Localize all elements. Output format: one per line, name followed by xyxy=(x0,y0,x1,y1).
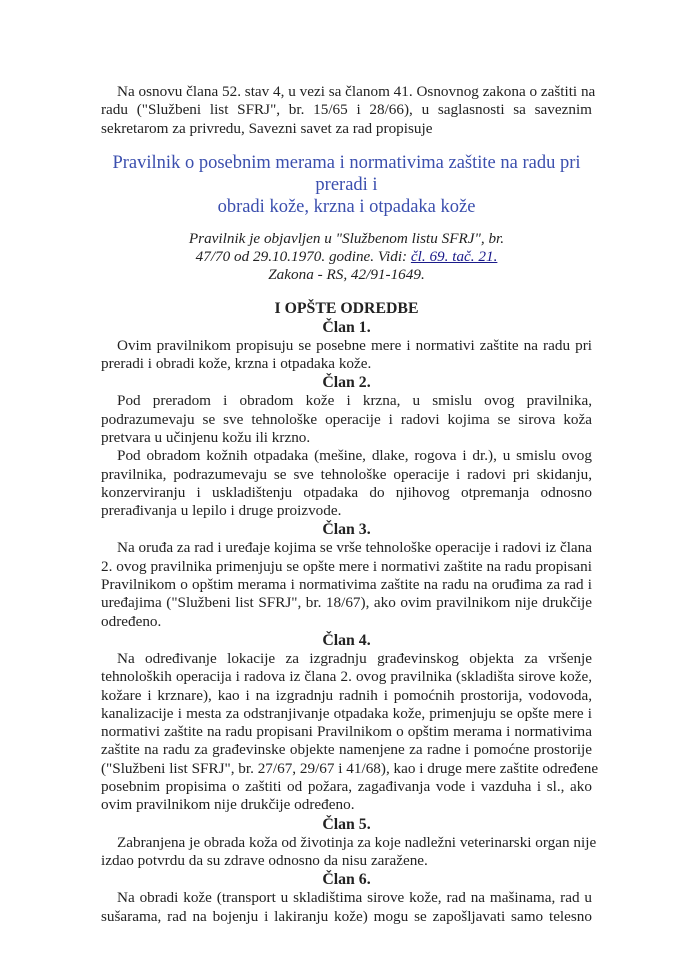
text-line: konzerviranju i uskladištenju otpadaka do njihovog otpremanja odnosno xyxy=(101,483,592,501)
text-line: Pod preradom i obradom kože i krzna, u smislu ovog pravilnika, xyxy=(117,392,592,410)
publication-note xyxy=(101,230,592,285)
text-line: preradi i obradi kože, krzna i otpadaka kože. xyxy=(101,355,372,373)
intro-paragraph xyxy=(101,83,596,138)
article-paragraph xyxy=(101,833,597,871)
text-line: Na osnovu člana 52. stav 4, u vezi sa članom 41. Osnovnog zakona o zaštiti na xyxy=(117,83,596,100)
text-line: izdao potvrdu da su zdrave odnosno da nisu zaražene. xyxy=(101,851,428,869)
publication-line: 47/70 od 29.10.1970. godine. Vidi: xyxy=(195,248,411,266)
article-paragraph xyxy=(101,392,592,447)
text-line: normativi zaštite na radu propisani Pravilnikom o opštim merama i normativima xyxy=(101,723,592,741)
text-line: sušarama, rad na bojenju i lakiranju kože) mogu se zapošljavati samo telesno xyxy=(101,907,592,925)
section-heading: I OPŠTE ODREDBE xyxy=(274,299,419,317)
publication-line: Zakona - RS, 42/91-1649. xyxy=(268,266,425,284)
reference-link[interactable]: čl. 69. tač. 21. xyxy=(410,248,498,266)
article-paragraph xyxy=(101,447,592,520)
text-line: kožare i krznare), kao i na izgradnju radnih i pomoćnih prostorija, vodovoda, xyxy=(101,686,592,704)
text-line: određeno. xyxy=(101,612,162,630)
article-paragraph xyxy=(101,889,592,926)
text-line: ovim pravilnikom nije drukčije određeno. xyxy=(101,796,355,814)
article-heading: Član 1. xyxy=(322,318,371,336)
article-paragraph xyxy=(101,649,599,815)
article-heading: Član 2. xyxy=(322,374,371,392)
publication-line: Pravilnik je objavljen u "Službenom listu SFRJ", br. xyxy=(188,229,505,247)
title-line: obradi kože, krzna i otpadaka kože xyxy=(217,196,476,217)
text-line: zaštite na radu za građevinske objekte namenjene za radne i pomoćne prostorije xyxy=(101,741,592,759)
text-line: prerađivanja u lepilo i druge proizvode. xyxy=(101,502,342,520)
text-line: Na oruđa za rad i uređaje kojima se vrše tehnološke operacije i radovi iz člana xyxy=(117,539,592,557)
text-line: Ovim pravilnikom propisuju se posebne mere i normativi zaštite na radu pri xyxy=(117,336,592,354)
text-line: pravilnika, podrazumevaju se sve tehnološke operacije i radovi pri skidanju, xyxy=(101,465,592,483)
text-line: 2. ovog pravilnika primenjuju se opšte mere i normativi zaštite na radu propisani xyxy=(101,557,592,575)
article-heading: Član 6. xyxy=(322,871,371,889)
text-line: pretvara u učinjenu kožu ili krzno. xyxy=(101,428,311,446)
text-line: Na određivanje lokacije za izgradnju građevinskog objekta za vršenje xyxy=(117,649,592,667)
text-line: radu ("Službeni list SFRJ", br. 15/65 i 28/66), u saglasnosti sa saveznim xyxy=(101,101,592,119)
text-line: tehnoloških operacija i radova iz člana 2. ovog pravilnika (skladišta sirove kože, xyxy=(101,668,592,686)
article-paragraph xyxy=(101,337,592,374)
document-page xyxy=(101,83,599,926)
text-line: Pod obradom kožnih otpadaka (mešine, dlake, rogova i dr.), u smislu ovog xyxy=(117,447,592,465)
text-line: ("Službeni list SFRJ", br. 27/67, 29/67 i 41/68), kao i druge mere zaštite određene xyxy=(101,759,599,777)
document-title xyxy=(91,152,602,218)
text-line: posebnim propisima o zaštiti od požara, zagađivanja vode i vazduha i sl., ako xyxy=(101,778,592,796)
text-line: Pravilnikom o opštim merama i normativima zaštite na radu na oruđima za rad i xyxy=(101,576,592,594)
text-line: sekretarom za privredu, Savezni savet za rad propisuje xyxy=(101,119,433,137)
articles xyxy=(101,318,599,926)
text-line: podrazumevaju se sve tehnološke operacije i radovi kojima se sirova koža xyxy=(101,410,592,428)
article-heading: Član 4. xyxy=(322,631,371,649)
article-paragraph xyxy=(101,539,592,630)
text-line: uređajima ("Službeni list SFRJ", br. 18/67), ako ovim pravilnikom nije drukčije xyxy=(101,594,592,612)
text-line: Na obradi kože (transport u skladištima sirove kože, rad na mašinama, rad u xyxy=(117,889,592,907)
article-heading: Član 5. xyxy=(322,815,371,833)
title-line: Pravilnik o posebnim merama i normativima zaštite na radu pri preradi i xyxy=(112,152,581,195)
text-line: Zabranjena je obrada koža od životinja za koje nadležni veterinarski organ nije xyxy=(117,833,597,851)
article-heading: Član 3. xyxy=(322,521,371,539)
text-line: kanalizacije i mesta za odstranjivanje otpadaka kože, primenjuju se opšte mere i xyxy=(101,704,592,722)
